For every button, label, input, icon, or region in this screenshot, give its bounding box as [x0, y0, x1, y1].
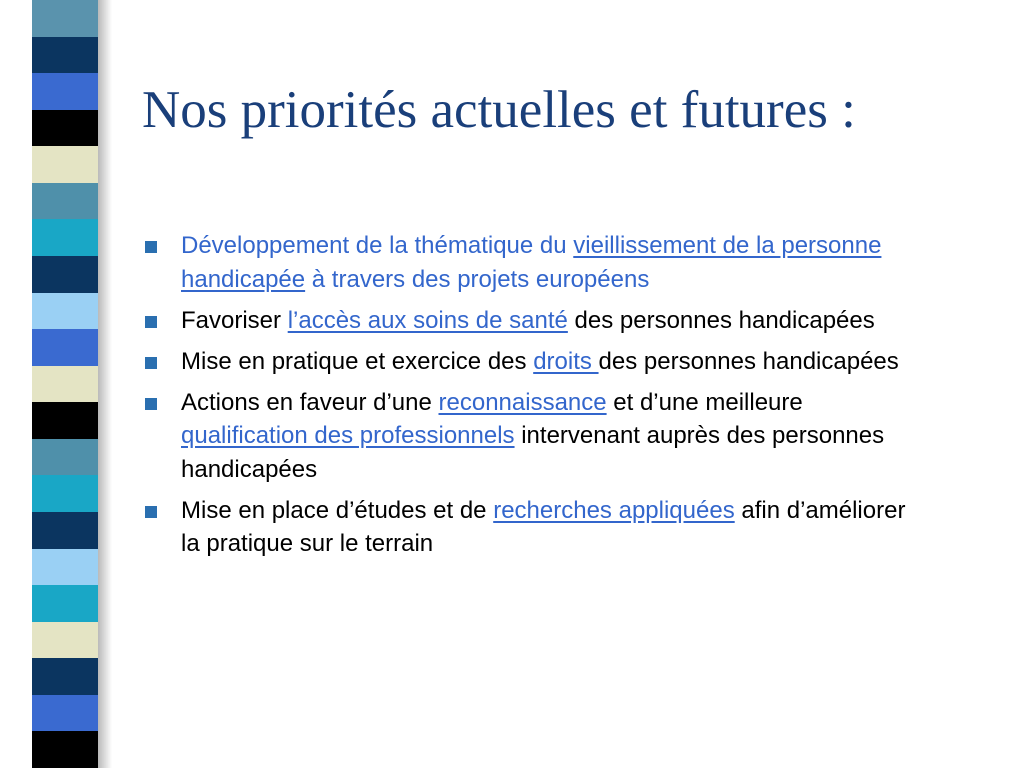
bullet-text: Mise en pratique et exercice des	[181, 347, 534, 375]
stripe-band	[32, 475, 98, 512]
bullet-link-reconnaissance[interactable]: reconnaissance	[438, 388, 607, 416]
bullet-item	[145, 229, 925, 296]
slide-title: Nos priorités actuelles et futures :	[142, 81, 856, 139]
stripe-band	[32, 183, 98, 220]
stripe-band	[32, 293, 98, 330]
bullet-square-icon	[145, 398, 157, 410]
bullet-text: et d’une meilleure	[606, 388, 803, 416]
bullet-square-icon	[145, 506, 157, 518]
stripe-band	[32, 585, 98, 622]
stripe-band	[32, 73, 98, 110]
bullet-link-acces-soins[interactable]: l’accès aux soins de santé	[287, 306, 568, 334]
bullet-text: intervenant auprès des personnes handicapées	[181, 422, 885, 483]
bullet-text: des personnes handicapées	[567, 306, 875, 334]
bullet-text: à travers des projets européens	[305, 265, 650, 293]
bullet-square-icon	[145, 357, 157, 369]
bullet-item	[145, 494, 925, 561]
stripe-band	[32, 110, 98, 147]
stripe-band	[32, 658, 98, 695]
stripe-band	[32, 439, 98, 476]
stripe-band	[32, 37, 98, 74]
bullet-list	[145, 229, 925, 568]
stripe-band	[32, 146, 98, 183]
bullet-link-droits[interactable]: droits	[533, 347, 599, 375]
bullet-text: Actions en faveur d’une	[181, 388, 439, 416]
stripe-band	[32, 366, 98, 403]
bullet-link-vieillissement[interactable]: vieillissement de la personne handicapée	[181, 232, 882, 293]
stripe-band	[32, 622, 98, 659]
bullet-square-icon	[145, 316, 157, 328]
bullet-link-qualification[interactable]: qualification des professionnels	[181, 422, 515, 449]
stripe-band	[32, 731, 98, 768]
stripe-band	[32, 549, 98, 586]
bullet-text: afin d’améliorer la pratique sur le terrain	[181, 496, 906, 557]
stripe-band	[32, 219, 98, 256]
stripe-shadow	[98, 0, 112, 768]
stripe-band	[32, 402, 98, 439]
bullet-item	[145, 345, 925, 379]
bullet-text: Mise en place d’études et de	[181, 496, 494, 524]
stripe-band	[32, 512, 98, 549]
bullet-link-recherches[interactable]: recherches appliquées	[493, 496, 735, 524]
bullet-square-icon	[145, 241, 157, 253]
bullet-item	[145, 386, 925, 487]
stripe-band	[32, 695, 98, 732]
bullet-text: Favoriser	[181, 306, 288, 334]
bullet-text: des personnes handicapées	[598, 347, 899, 375]
bullet-text: Développement de la thématique du	[181, 232, 574, 259]
stripe-band	[32, 256, 98, 293]
stripe-band	[32, 329, 98, 366]
bullet-item	[145, 304, 925, 338]
decorative-stripe-bar	[32, 0, 98, 768]
stripe-band	[32, 0, 98, 37]
